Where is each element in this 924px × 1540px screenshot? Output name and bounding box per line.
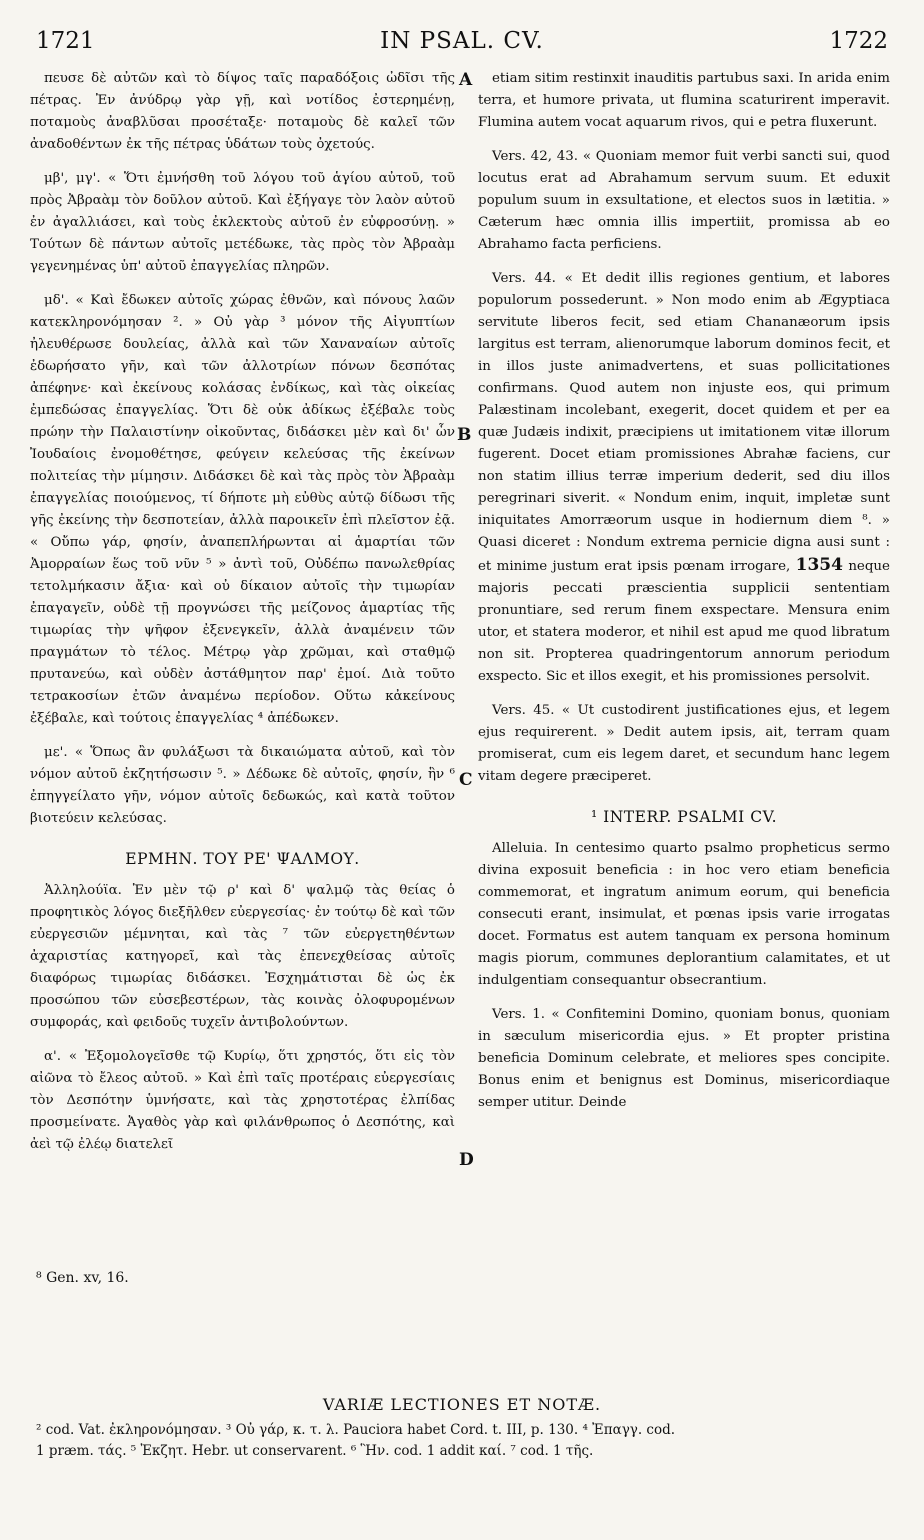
greek-paragraph: μβ', μγ'. « Ὅτι ἐμνήσθη τοῦ λόγου τοῦ ἁγίου αὐτοῦ, τοῦ πρὸς Ἀβραὰμ τὸν δοῦλον αὐτοῦ. Καὶ ἐξήγαγε τὸν λαὸν αὐτοῦ ἐν ἀγαλλιάσει, καὶ τοὺς ἐκλεκτοὺς αὐτοῦ ἐν εὐφροσύνῃ. » Τούτων δὲ πάντων αὐτοῖς μετέδωκε, τὰς πρὸς τὸν Ἀβραὰμ γεγενημένας ὑπ' αὐτοῦ ἐπαγγελίας πληρῶν.: [30, 171, 455, 274]
page-header: [36, 28, 888, 62]
latin-column: [478, 68, 890, 1114]
latin-paragraph: Alleluia. In centesimo quarto psalmo propheticus sermo divina exposuit beneficia : in hoc vero etiam beneficia commemorat, et ingratum animum eorum, qui beneficia consecuti erant, insimulat, et pœnas ipsis varie irrogatas docet. Formatus est autem tanquam ex persona hominum magis piorum, communes deplorantium calamitates, et ut indulgentiam consequantur obsecrantium.: [478, 841, 890, 988]
page-number-left: 1721: [36, 28, 95, 54]
greek-section-heading: ΕΡΜΗΝ. ΤΟΥ ΡΕ' ΨΑΛΜΟΥ.: [125, 850, 360, 868]
greek-paragraph: πευσε δὲ αὐτῶν καὶ τὸ δίψος ταῖς παραδόξοις ὠδῖσι τῆς πέτρας. Ἐν ἀνύδρῳ γὰρ γῇ, καὶ νοτίδος ἐστερημένῃ, ποταμοὺς ἀναβλῦσαι προσέταξε· ποταμοὺς δὲ καλεῖ τῶν ἀναδοθέντων ἐκ τῆς πέτρας ὑδάτων τοὺς ὀχετούς.: [30, 71, 455, 152]
latin-text: neque majoris peccati præscientia supplicii sententiam pronuntiare, sed rerum finem exspectare. Mensura enim utor, et statera moderor, et nihil est apud me quod libratum non sit. Propterea quadringentorum annorum periodum exspecto. Sic et illos exegit, et his promissiones persolvit.: [478, 559, 890, 684]
margin-letter-b: B: [457, 425, 472, 445]
greek-paragraph: Ἀλληλούϊα. Ἐν μὲν τῷ ρ' καὶ δ' ψαλμῷ τὰς θείας ὁ προφητικὸς λόγος διεξῆλθεν εὐεργεσίας· ἐν τούτῳ δὲ καὶ τῶν εὐεργεσιῶν μέμνηται, καὶ τὰς ⁷ τῶν εὐεργετηθέντων ἀχαριστίας κατηγορεῖ, καὶ τὰς ἐπενεχθείσας αὐτοῖς διαφόρως τιμωρίας διδάσκει. Ἐσχημάτισται δὲ ὡς ἐκ προσώπου τῶν εὐσεβεστέρων, τὰς κοινὰς ὀλοφυρομένων συμφοράς, καὶ φειδοῦς τυχεῖν ἀντιβολούντων.: [30, 883, 455, 1030]
running-title: IN PSAL. CV.: [380, 28, 544, 54]
latin-section-heading: ¹ INTERP. PSALMI CV.: [590, 808, 778, 826]
latin-paragraph: Vers. 42, 43. « Quoniam memor fuit verbi sancti sui, quod locutus erat ad Abrahamum servum suum. Et eduxit populum suum in exsultatione, et electos suos in lætitia. » Cæterum hæc omnia illis impertiit, promissa ab eo Abrahamo facta perficiens.: [478, 149, 890, 252]
latin-paragraph: Vers. 45. « Ut custodirent justificationes ejus, et legem ejus requirerent. » Dedit autem ipsis, ait, terram quam promiserat, cum eis legem daret, et secundum hanc legem vitam degere præciperet.: [478, 703, 890, 784]
margin-letter-c: C: [459, 770, 473, 790]
margin-letter-d: D: [459, 1150, 474, 1170]
greek-paragraph: με'. « Ὅπως ἂν φυλάξωσι τὰ δικαιώματα αὐτοῦ, καὶ τὸν νόμον αὐτοῦ ἐκζητήσωσιν ⁵. » Δέδωκε δὲ αὐτοῖς, φησίν, ἣν ⁶ ἐπηγγείλατο γῆν, νόμον αὐτοῖς δεδωκώς, καὶ κατὰ τοῦτον βιοτεύειν κελεύσας.: [30, 745, 455, 826]
variae-lectiones-heading: VARIÆ LECTIONES ET NOTÆ.: [322, 1395, 602, 1414]
page-number-right: 1722: [829, 28, 888, 54]
latin-paragraph: [478, 268, 890, 688]
footnote: ⁸ Gen. xv, 16.: [36, 1270, 129, 1286]
greek-paragraph: μδ'. « Καὶ ἔδωκεν αὐτοῖς χώρας ἐθνῶν, καὶ πόνους λαῶν κατεκληρονόμησαν ². » Οὐ γὰρ ³ μόνον τῆς Αἰγυπτίων ἠλευθέρωσε δουλείας, ἀλλὰ καὶ τῶν Χαναναίων αὐτοῖς ἐδωρήσατο γῆν, καὶ τῶν ἀλλοτρίων πόνων δεσπότας ἀπέφηνε· καὶ ἐκείνους κολάσας ἐνδίκως, καὶ τὰς οἰκείας ἐμπεδώσας ἐπαγγελίας. Ὅτι δὲ οὐκ ἀδίκως ἐξέβαλε τοὺς πρώην τὴν Παλαιστίνην οἰκοῦντας, διδάσκει μὲν καὶ δι' ὧν Ἰουδαίοις ἐνομοθέτησε, φεύγειν κελεύσας τῆς ἐκείνων πολιτείας τὴν μίμησιν. Διδάσκει δὲ καὶ τὰς πρὸς τὸν Ἀβραὰμ ἐπαγγελίας ποιούμενος, τί δήποτε μὴ εὐθὺς αὐτῷ δίδωσι τῆς γῆς ἐκείνης τὴν δεσποτείαν, ἀλλὰ παροικεῖν ἐπὶ πλεῖστον ἐᾷ. « Οὔπω γάρ, φησίν, ἀναπεπλήρωνται αἱ ἁμαρτίαι τῶν Ἀμορραίων ἕως τοῦ νῦν ⁵ » ἀντὶ τοῦ, Οὐδέπω πανωλεθρίας τετολμήκασιν ἄξια· καὶ οὐ δίκαιον αὐτοῖς τὴν τιμωρίαν ἐπαγαγεῖν, οὐδὲ τῇ προγνώσει τῆς μείζονος ἁμαρτίας τῆς τιμωρίας τὴν ψῆφον ἐξενεγκεῖν, ἀλλὰ ἀναμένειν τῶν πραγμάτων τὸ τέλος. Μέτρῳ γὰρ χρῶμαι, καὶ σταθμῷ πρυτανεύω, καὶ οὐδὲν ἀστάθμητον παρ' ἐμοί. Διὰ τοῦτο τετρακοσίων ἐτῶν ἀναμένω περίοδον. Οὕτω κἀκείνους ἐξέβαλε, καὶ τούτοις ἐπαγγελίας ⁴ ἀπέδωκεν.: [30, 293, 455, 726]
column-number-badge: 1354: [795, 555, 843, 575]
latin-text: Vers. 44. « Et dedit illis regiones gentium, et labores populorum possederunt. » Non modo enim ab Ægyptiaca servitute liberos fecit, sed etiam Chananæorum ipsis largitus est terram, alienorumque laborum dominos fecit, et in illos juste animadvertens, et suas pollicitationes confirmans. Quod autem non injuste eos, qui primum Palæstinam incolebant, exegerit, docet quidem et per ea quæ Judæis indixit, præcipiens ut imitationem vitæ illorum fugerent. Docet etiam promissiones Abrahæ faciens, cur non statim illius terræ imperium dederit, sed diu illos peregrinari siverit. « Nondum enim, inquit, impletæ sunt iniquitates Amorræorum usque in hodiernum diem ⁸. » Quasi diceret : Nondum extrema pernicie digna ausi sunt : et minime justum erat ipsis pœnam irrogare,: [478, 271, 890, 574]
greek-paragraph: α'. « Ἐξομολογεῖσθε τῷ Κυρίῳ, ὅτι χρηστός, ὅτι εἰς τὸν αἰῶνα τὸ ἔλεος αὐτοῦ. » Καὶ ἐπὶ ταῖς προτέραις εὐεργεσίαις τὸν Δεσπότην ὑμνήσατε, καὶ τὰς χρηστοτέρας ἐλπίδας προσμείνατε. Ἀγαθὸς γὰρ καὶ φιλάνθρωπος ὁ Δεσπότης, καὶ ἀεὶ τῷ ἐλέῳ διατελεῖ: [30, 1049, 455, 1152]
latin-paragraph: etiam sitim restinxit inauditis partubus saxi. In arida enim terra, et humore privata, ut flumina scaturirent imperavit. Flumina autem vocat aquarum rivos, qui e petra fluxerunt.: [478, 71, 890, 130]
greek-column: [30, 68, 455, 1156]
note-line: 1 præm. τάς. ⁵ Ἐκζητ. Hebr. ut conservarent. ⁶ Ἣν. cod. 1 addit καί. ⁷ cod. 1 τῆς.: [36, 1443, 594, 1459]
note-line: ² cod. Vat. ἐκληρονόμησαν. ³ Οὐ γάρ, κ. τ. λ. Pauciora habet Cord. t. III, p. 130. ⁴ Ἐπαγγ. cod.: [36, 1422, 676, 1438]
margin-letter-a: A: [459, 70, 473, 90]
variant-notes: [36, 1420, 894, 1462]
latin-paragraph: Vers. 1. « Confitemini Domino, quoniam bonus, quoniam in sæculum misericordia ejus. » Et propter pristina beneficia Dominum celebrate, et meliores spes concipite. Bonus enim et benignus est Dominus, misericordiaque semper utitur. Deinde: [478, 1007, 890, 1110]
